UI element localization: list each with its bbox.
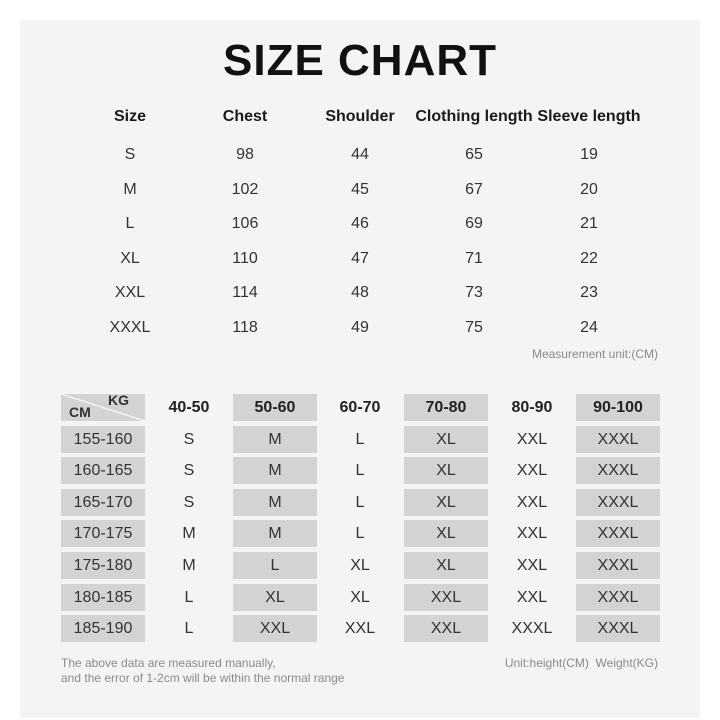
recommended-size-cell: S <box>183 462 195 480</box>
recommended-size-cell: XXXL <box>576 615 660 642</box>
table-corner-cell <box>61 394 145 421</box>
weight-header-cell: 40-50 <box>168 399 210 416</box>
recommended-size-cell: XXL <box>516 493 548 511</box>
recommended-size-cell: S <box>183 493 195 511</box>
recommended-size-cell: XXXL <box>511 620 553 638</box>
size-table-cell: M <box>123 180 137 198</box>
recommended-size-cell: XL <box>404 426 488 453</box>
recommended-size-cell: M <box>233 520 317 547</box>
recommended-size-cell: L <box>184 588 194 606</box>
size-table-cell: S <box>124 146 136 163</box>
recommended-size-cell: XXL <box>404 615 488 642</box>
size-table-cell: XXXL <box>109 319 151 336</box>
recommended-size-cell: XXL <box>516 462 548 480</box>
size-table-cell: 69 <box>465 215 483 233</box>
height-range-cell: 180-185 <box>61 584 145 611</box>
size-table-row <box>0 215 720 239</box>
size-table-cell: 98 <box>236 146 254 163</box>
size-table-cell: 73 <box>465 284 483 302</box>
size-table-cell: 19 <box>580 146 598 163</box>
size-table-cell: 45 <box>351 180 369 198</box>
recommended-size-cell: XXL <box>516 430 548 448</box>
recommended-size-cell: L <box>355 462 365 480</box>
size-table-cell: 110 <box>232 249 258 267</box>
size-table-cell: 22 <box>580 249 598 267</box>
size-table-cell: 67 <box>465 180 483 198</box>
size-table-header-cell: Sleeve length <box>537 108 641 125</box>
recommended-size-cell: XXXL <box>576 426 660 453</box>
size-table-header-cell: Chest <box>222 108 268 125</box>
size-table-row <box>0 284 720 308</box>
height-range-cell: 185-190 <box>61 615 145 642</box>
recommended-size-cell: M <box>233 426 317 453</box>
weight-header-cell: 80-90 <box>511 399 553 416</box>
recommended-size-cell: XL <box>404 520 488 547</box>
recommended-size-cell: M <box>233 489 317 516</box>
size-table-cell: 23 <box>580 284 598 302</box>
recommended-size-cell: L <box>355 525 365 543</box>
measurement-unit-note: Measurement unit:(CM) <box>531 347 658 361</box>
height-range-cell: 170-175 <box>61 520 145 547</box>
size-table-cell: 44 <box>351 146 369 163</box>
weight-header-cell: 90-100 <box>576 394 660 421</box>
size-table-cell: 106 <box>231 215 259 233</box>
size-table-cell: 102 <box>231 180 259 198</box>
recommended-size-cell: S <box>183 430 195 448</box>
weight-header-cell: 70-80 <box>404 394 488 421</box>
size-table-header-cell: Size <box>113 108 146 125</box>
corner-weight-label: KG <box>108 392 129 408</box>
recommended-size-cell: XXXL <box>576 489 660 516</box>
recommended-size-cell: XL <box>233 584 317 611</box>
recommended-size-cell: XXL <box>516 588 548 606</box>
size-table-header-cell: Clothing length <box>415 108 533 125</box>
corner-height-label: CM <box>69 404 91 420</box>
size-table-cell: 118 <box>232 319 258 336</box>
disclaimer-line-2: and the error of 1-2cm will be within the normal range <box>61 671 345 685</box>
recommended-size-cell: XXXL <box>576 552 660 579</box>
size-table-cell: 71 <box>465 249 483 267</box>
recommended-size-cell: XL <box>404 552 488 579</box>
height-range-cell: 165-170 <box>61 489 145 516</box>
recommended-size-cell: M <box>233 457 317 484</box>
recommended-size-cell: XXL <box>233 615 317 642</box>
size-table-cell: 20 <box>580 180 598 198</box>
weight-header-cell: 60-70 <box>339 399 381 416</box>
recommended-size-cell: L <box>184 620 194 638</box>
size-table-cell: XXL <box>114 284 146 302</box>
size-table-cell: 47 <box>351 249 369 267</box>
size-table-row <box>0 181 720 205</box>
disclaimer-line-1: The above data are measured manually, <box>61 656 276 670</box>
recommended-size-cell: M <box>182 557 196 574</box>
recommended-size-cell: XXXL <box>576 520 660 547</box>
size-table-cell: 114 <box>232 284 258 302</box>
recommended-size-cell: XXL <box>516 557 548 574</box>
size-table-cell: L <box>125 215 135 233</box>
size-table-cell: 46 <box>351 215 369 233</box>
height-range-cell: 160-165 <box>61 457 145 484</box>
size-table-cell: 49 <box>351 319 369 336</box>
size-table-row <box>0 146 720 170</box>
recommended-size-cell: L <box>355 493 365 511</box>
recommended-size-cell: XL <box>404 457 488 484</box>
size-table-cell: 75 <box>465 319 483 336</box>
recommended-size-cell: XL <box>350 557 370 574</box>
size-table-header <box>0 108 720 132</box>
units-note: Unit:height(CM) Weight(KG) <box>504 656 658 670</box>
size-table-cell: 24 <box>580 319 598 336</box>
height-range-cell: 155-160 <box>61 426 145 453</box>
recommended-size-cell: XL <box>350 588 370 606</box>
size-table-cell: 48 <box>351 284 369 302</box>
size-table-cell: 21 <box>580 215 598 233</box>
size-table-row <box>0 250 720 274</box>
recommended-size-cell: XXL <box>404 584 488 611</box>
height-range-cell: 175-180 <box>61 552 145 579</box>
size-table-header-cell: Shoulder <box>325 108 395 125</box>
recommended-size-cell: XXXL <box>576 584 660 611</box>
recommended-size-cell: XXL <box>344 620 376 638</box>
size-table-cell: 65 <box>465 146 483 163</box>
recommended-size-cell: L <box>355 430 365 448</box>
weight-header-cell: 50-60 <box>233 394 317 421</box>
recommended-size-cell: XL <box>404 489 488 516</box>
size-table-row <box>0 319 720 343</box>
recommended-size-cell: XXL <box>516 525 548 543</box>
recommended-size-cell: XXXL <box>576 457 660 484</box>
recommended-size-cell: L <box>233 552 317 579</box>
page-title: SIZE CHART <box>223 36 497 85</box>
recommended-size-cell: M <box>182 525 196 543</box>
measurement-disclaimer <box>61 656 344 686</box>
size-table-cell: XL <box>120 249 140 267</box>
